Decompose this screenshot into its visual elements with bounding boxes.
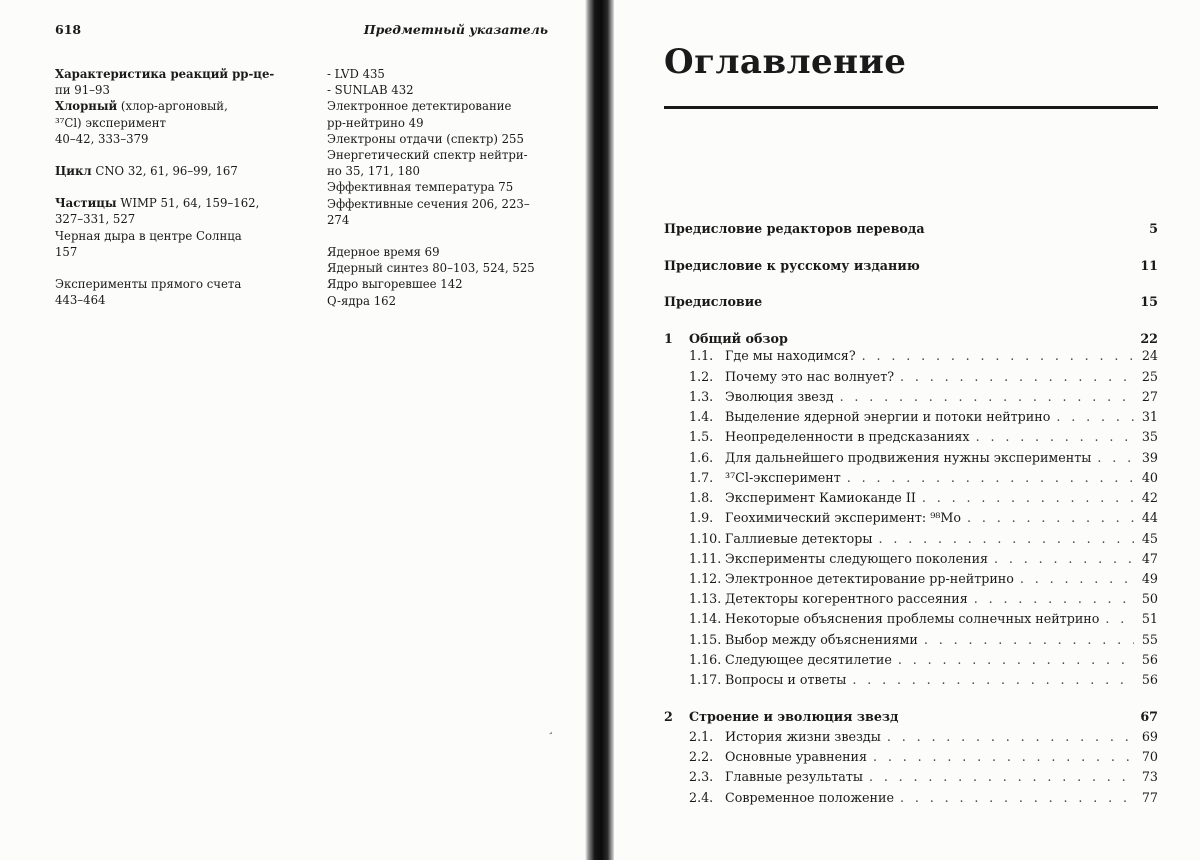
toc-entry-title: Почему это нас волнует?	[725, 369, 895, 384]
toc-page-number: 39	[1141, 450, 1158, 465]
toc-page-number: 22	[1140, 331, 1158, 346]
toc-page-number: 69	[1141, 729, 1158, 744]
index-entry	[55, 163, 277, 179]
index-column-2	[327, 66, 559, 309]
index-entry-text: CNO 32, 61, 96–99, 167	[91, 164, 238, 179]
toc-front-matter-row	[664, 221, 1158, 239]
book-gutter	[585, 0, 615, 860]
toc-entry-title: Галлиевые детекторы	[725, 531, 873, 546]
index-entry-continuation: ³⁷Cl) эксперимент	[55, 115, 166, 130]
index-entry	[327, 276, 559, 292]
index-entry-text: - LVD 435	[327, 67, 385, 81]
index-entry-continuation: 157	[55, 244, 78, 259]
toc-entry-number: 2.3.	[689, 769, 714, 784]
dot-leader	[976, 429, 1134, 444]
toc-entry-title: Строение и эволюция звезд	[689, 709, 899, 724]
toc-entry-number: 1.1.	[689, 348, 714, 363]
toc-entry-number: 1.6.	[689, 450, 714, 465]
toc-title: Оглавление	[664, 42, 907, 82]
toc-page-number: 56	[1141, 652, 1158, 667]
toc-entry-number: 1.2.	[689, 369, 714, 384]
toc-entry-title: Предисловие	[664, 294, 763, 309]
dot-leader	[974, 591, 1134, 606]
index-entry-text: Эффективные сечения 206, 223–	[327, 196, 530, 211]
index-entry-text: Ядро выгоревшее 142	[327, 277, 463, 292]
toc-page-number: 73	[1141, 769, 1158, 784]
toc-section-row	[664, 409, 1158, 427]
index-entry	[55, 98, 277, 147]
toc-entry-number: 1.5.	[689, 429, 714, 444]
index-entry-continuation: 327–331, 527	[55, 212, 136, 227]
toc-section-row	[664, 531, 1158, 549]
index-entry	[55, 276, 277, 308]
running-title: Предметный указатель	[363, 22, 548, 37]
toc-entry-title: Основные уравнения	[725, 749, 868, 764]
toc-page-number: 47	[1141, 551, 1158, 566]
left-page-index	[0, 0, 585, 860]
index-entry-text: Эксперименты прямого счета	[55, 277, 242, 292]
index-entry	[327, 196, 559, 228]
toc-page-number: 42	[1141, 490, 1158, 505]
index-term: Хлорный	[55, 99, 118, 114]
index-gap	[55, 260, 277, 276]
toc-entry-number: 2.2.	[689, 749, 714, 764]
toc-section-row	[664, 591, 1158, 609]
toc-entry-number: 1	[664, 331, 673, 346]
index-entry-text: Электронное детектирование	[327, 99, 512, 114]
toc-entry-title: ³⁷Cl-эксперимент	[725, 470, 841, 485]
toc-entry-number: 1.8.	[689, 490, 714, 505]
dot-leader	[847, 470, 1134, 485]
toc-page-number: 11	[1140, 258, 1158, 273]
toc-section-row	[664, 652, 1158, 670]
index-entry	[55, 228, 277, 260]
toc-entry-title: Детекторы когерентного рассеяния	[725, 591, 968, 606]
index-entry-text: Ядерный синтез 80–103, 524, 525	[327, 261, 535, 276]
toc-section-row	[664, 551, 1158, 569]
toc-entry-number: 1.11.	[689, 551, 722, 566]
toc-entry-number: 1.9.	[689, 510, 714, 525]
toc-page-number: 44	[1141, 510, 1158, 525]
toc-entry-title: Главные результаты	[725, 769, 863, 784]
toc-section-row	[664, 348, 1158, 366]
toc-entry-title: Вопросы и ответы	[725, 672, 847, 687]
index-entry	[327, 179, 559, 195]
toc-entry-title: Выделение ядерной энергии и потоки нейтрино	[725, 409, 1051, 424]
toc-entry-title: Предисловие редакторов перевода	[664, 221, 925, 236]
dot-leader	[967, 510, 1134, 525]
toc-section-row	[664, 611, 1158, 629]
index-entry-text: WIMP 51, 64, 159–162,	[116, 196, 260, 211]
index-entry-continuation: но 35, 171, 180	[327, 164, 420, 179]
dot-leader	[1105, 611, 1134, 626]
index-entry-continuation: 274	[327, 212, 350, 227]
index-entry	[327, 260, 559, 276]
dot-leader	[900, 369, 1134, 384]
toc-page-number: 40	[1141, 470, 1158, 485]
toc-entry-number: 1.16.	[689, 652, 722, 667]
toc-front-matter-row	[664, 258, 1158, 276]
dot-leader	[898, 652, 1134, 667]
toc-section-row	[664, 729, 1158, 747]
index-entry-text: (хлор-аргоновый,	[117, 99, 228, 114]
toc-page-number: 31	[1141, 409, 1158, 424]
dot-leader	[840, 389, 1134, 404]
index-entry-text: Ядерное время 69	[327, 245, 440, 260]
toc-chapter-row	[664, 331, 1158, 349]
toc-section-row	[664, 510, 1158, 528]
toc-section-row	[664, 749, 1158, 767]
index-entry-continuation: pp-нейтрино 49	[327, 115, 424, 130]
toc-section-row	[664, 450, 1158, 468]
toc-entry-number: 1.4.	[689, 409, 714, 424]
toc-entry-number: 1.13.	[689, 591, 722, 606]
toc-section-row	[664, 632, 1158, 650]
index-gap	[55, 179, 277, 195]
toc-entry-title: Современное положение	[725, 790, 894, 805]
toc-page-number: 15	[1140, 294, 1158, 309]
toc-entry-number: 1.14.	[689, 611, 722, 626]
index-column-1	[55, 66, 277, 308]
dot-leader	[924, 632, 1134, 647]
toc-page-number: 27	[1141, 389, 1158, 404]
toc-page-number: 55	[1141, 632, 1158, 647]
toc-entry-number: 2.1.	[689, 729, 714, 744]
index-entry-text: Электроны отдачи (спектр) 255	[327, 131, 524, 146]
toc-entry-number: 2	[664, 709, 673, 724]
dot-leader	[887, 729, 1134, 744]
toc-entry-number: 1.15.	[689, 632, 722, 647]
toc-entry-title: Предисловие к русскому изданию	[664, 258, 920, 273]
page-number: 618	[55, 22, 82, 37]
index-entry-text: Эффективная температура 75	[327, 180, 514, 195]
toc-section-row	[664, 490, 1158, 508]
index-entry	[327, 293, 559, 309]
index-entry	[327, 98, 559, 130]
toc-entry-number: 1.3.	[689, 389, 714, 404]
index-entry	[327, 82, 559, 98]
toc-entry-number: 2.4.	[689, 790, 714, 805]
index-entry	[327, 244, 559, 260]
toc-page-number: 45	[1141, 531, 1158, 546]
index-entry-text: Черная дыра в центре Солнца	[55, 228, 242, 243]
toc-page-number: 77	[1141, 790, 1158, 805]
toc-chapter-row	[664, 709, 1158, 727]
dot-leader	[922, 490, 1134, 505]
dot-leader	[852, 672, 1134, 687]
scan-speck: ¸	[548, 722, 554, 735]
toc-page-number: 25	[1141, 369, 1158, 384]
dot-leader	[869, 769, 1134, 784]
index-entry	[55, 66, 277, 98]
index-term: Частицы	[55, 196, 117, 211]
toc-title-rule	[664, 106, 1158, 109]
index-entry-text: - SUNLAB 432	[327, 83, 414, 98]
toc-entry-title: Эксперименты следующего поколения	[725, 551, 989, 566]
index-entry	[327, 131, 559, 147]
index-gap	[55, 147, 277, 163]
dot-leader	[1097, 450, 1134, 465]
toc-page-number: 24	[1141, 348, 1158, 363]
toc-entry-title: Некоторые объяснения проблемы солнечных нейтрино	[725, 611, 1100, 626]
toc-entry-title: Общий обзор	[689, 331, 788, 346]
toc-entry-number: 1.10.	[689, 531, 722, 546]
index-entry-continuation: 40–42, 333–379	[55, 131, 149, 146]
toc-section-row	[664, 769, 1158, 787]
toc-page-number: 51	[1141, 611, 1158, 626]
index-entry-text: Энергетический спектр нейтри-	[327, 148, 528, 163]
toc-front-matter-row	[664, 294, 1158, 312]
dot-leader	[879, 531, 1135, 546]
toc-entry-title: Эксперимент Камиоканде II	[725, 490, 916, 505]
toc-section-row	[664, 790, 1158, 808]
toc-page-number: 56	[1141, 672, 1158, 687]
toc-entry-title: Для дальнейшего продвижения нужны эксперименты	[725, 450, 1092, 465]
toc-section-row	[664, 389, 1158, 407]
toc-entry-number: 1.17.	[689, 672, 722, 687]
dot-leader	[873, 749, 1134, 764]
index-term: Характеристика реакций pp-це-	[55, 67, 275, 81]
toc-entry-number: 1.12.	[689, 571, 722, 586]
toc-entry-number: 1.7.	[689, 470, 714, 485]
toc-section-row	[664, 470, 1158, 488]
toc-page-number: 5	[1149, 221, 1158, 236]
toc-section-row	[664, 571, 1158, 589]
toc-entry-title: Неопределенности в предсказаниях	[725, 429, 970, 444]
index-entry-continuation: пи 91–93	[55, 83, 110, 98]
toc-entry-title: Геохимический эксперимент: ⁹⁸Mo	[725, 510, 962, 525]
toc-page-number: 50	[1141, 591, 1158, 606]
toc-page-number: 70	[1141, 749, 1158, 764]
index-entry	[55, 195, 277, 227]
toc-entry-title: История жизни звезды	[725, 729, 881, 744]
toc-entry-title: Эволюция звезд	[725, 389, 834, 404]
index-gap	[327, 228, 559, 244]
toc-entry-title: Электронное детектирование pp-нейтрино	[725, 571, 1014, 586]
dot-leader	[994, 551, 1134, 566]
toc-section-row	[664, 429, 1158, 447]
index-entry-continuation: 443–464	[55, 293, 106, 308]
index-entry	[327, 147, 559, 179]
index-entry-text: Q-ядра 162	[327, 293, 397, 308]
toc-page-number: 49	[1141, 571, 1158, 586]
index-entry	[327, 66, 559, 82]
dot-leader	[1056, 409, 1134, 424]
toc-entry-title: Выбор между объяснениями	[725, 632, 918, 647]
toc-entry-title: Следующее десятилетие	[725, 652, 892, 667]
index-term: Цикл	[55, 164, 92, 179]
toc-page-number: 67	[1140, 709, 1158, 724]
toc-page-number: 35	[1141, 429, 1158, 444]
toc-section-row	[664, 672, 1158, 690]
toc-entry-title: Где мы находимся?	[725, 348, 856, 363]
dot-leader	[1020, 571, 1134, 586]
dot-leader	[900, 790, 1134, 805]
dot-leader	[862, 348, 1134, 363]
toc-section-row	[664, 369, 1158, 387]
